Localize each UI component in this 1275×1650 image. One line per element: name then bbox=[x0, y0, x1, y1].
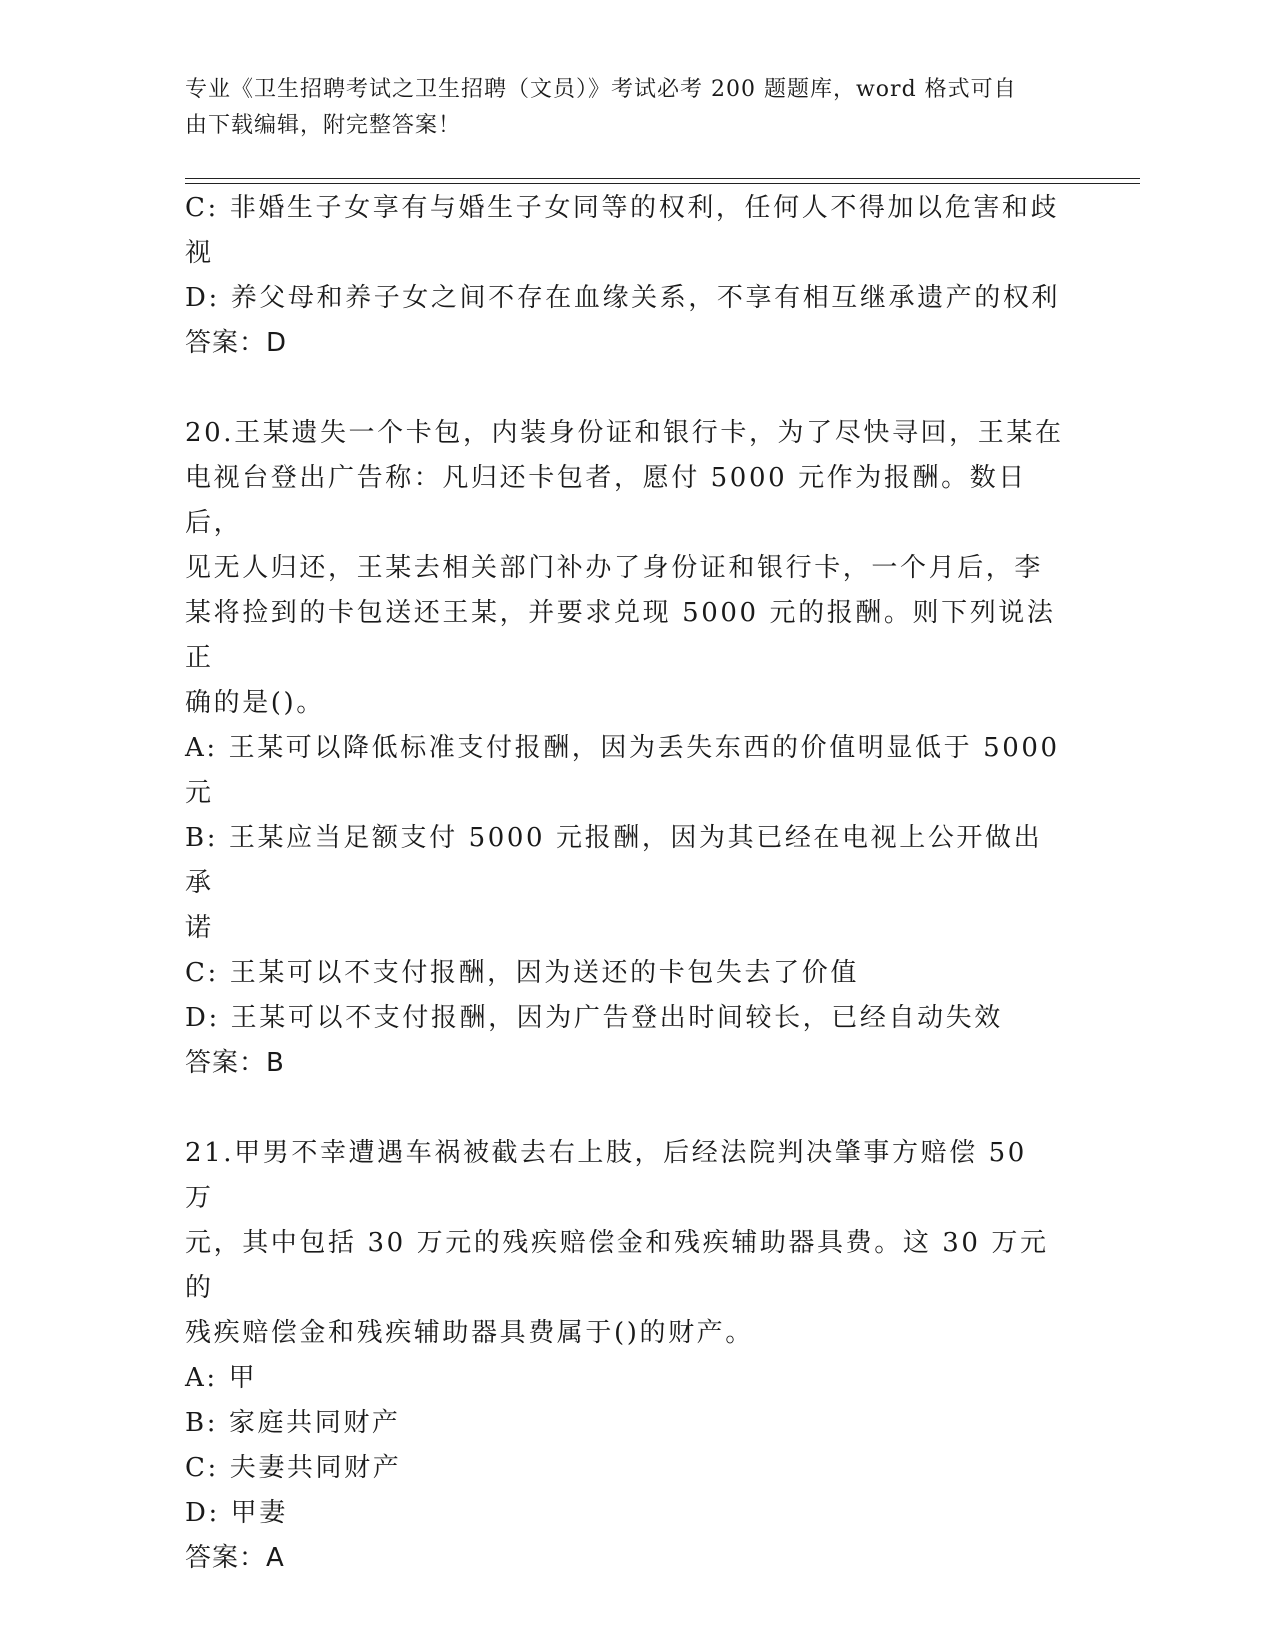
header-line-2: 由下载编辑，附完整答案！ bbox=[185, 113, 462, 138]
option-a bbox=[185, 726, 1065, 816]
header-divider-bottom bbox=[185, 183, 1140, 184]
answer-line: 答案：A bbox=[185, 1543, 285, 1573]
stem-line: 20.王某遗失一个卡包，内装身份证和银行卡，为了尽快寻回，王某在 bbox=[185, 418, 1064, 448]
option-line: B: 王某应当足额支付 5000 元报酬，因为其已经在电视上公开做出承 bbox=[185, 823, 1043, 898]
header-divider-top bbox=[185, 178, 1140, 179]
option-line: 元 bbox=[185, 778, 214, 808]
question-20 bbox=[185, 411, 1065, 1086]
stem-line: 某将捡到的卡包送还王某，并要求兑现 5000 元的报酬。则下列说法正 bbox=[185, 598, 1056, 673]
option-d bbox=[185, 996, 1065, 1041]
option-text: 养父母和养子女之间不存在血缘关系，不享有相互继承遗产的权利 bbox=[230, 283, 1061, 313]
stem-line: 见无人归还，王某去相关部门补办了身份证和银行卡，一个月后，李 bbox=[185, 553, 1044, 583]
option-c bbox=[185, 1446, 1065, 1491]
option-line: A: 王某可以降低标准支付报酬，因为丢失东西的价值明显低于 5000 bbox=[185, 733, 1060, 763]
answer-line: 答案：D bbox=[185, 328, 288, 358]
option-c bbox=[185, 951, 1065, 996]
header-line-1: 专业《卫生招聘考试之卫生招聘（文员）》考试必考 200 题题库，word 格式可自 bbox=[185, 77, 1017, 102]
stem-line: 确的是()。 bbox=[185, 688, 325, 718]
option-label: C: bbox=[185, 193, 219, 223]
option-line: B: 家庭共同财产 bbox=[185, 1408, 401, 1438]
stem-line: 元，其中包括 30 万元的残疾赔偿金和残疾辅助器具费。这 30 万元的 bbox=[185, 1228, 1049, 1303]
option-line: 诺 bbox=[185, 913, 214, 943]
document-header bbox=[185, 72, 1065, 144]
option-c-continued: 视 bbox=[185, 238, 214, 268]
option-line: C: 夫妻共同财产 bbox=[185, 1453, 402, 1483]
option-b bbox=[185, 1401, 1065, 1446]
option-text: 非婚生子女享有与婚生子女同等的权利，任何人不得加以危害和歧 bbox=[229, 193, 1060, 223]
option-line: C: 王某可以不支付报酬，因为送还的卡包失去了价值 bbox=[185, 958, 859, 988]
option-a bbox=[185, 1356, 1065, 1401]
option-line: A: 甲 bbox=[185, 1363, 258, 1393]
question-stem bbox=[185, 1131, 1065, 1356]
question-stem bbox=[185, 411, 1065, 726]
option-c bbox=[185, 186, 1065, 231]
question-19-continued bbox=[185, 186, 1065, 366]
option-line: D: 王某可以不支付报酬，因为广告登出时间较长，已经自动失效 bbox=[185, 1003, 1003, 1033]
stem-line: 21.甲男不幸遭遇车祸被截去右上肢，后经法院判决肇事方赔偿 50 万 bbox=[185, 1138, 1027, 1213]
stem-line: 电视台登出广告称：凡归还卡包者，愿付 5000 元作为报酬。数日后， bbox=[185, 463, 1027, 538]
spacer bbox=[185, 1086, 1065, 1131]
option-d bbox=[185, 1491, 1065, 1536]
option-line: D: 甲妻 bbox=[185, 1498, 288, 1528]
stem-line: 残疾赔偿金和残疾辅助器具费属于()的财产。 bbox=[185, 1318, 754, 1348]
option-b bbox=[185, 816, 1065, 951]
question-21 bbox=[185, 1131, 1065, 1581]
spacer bbox=[185, 366, 1065, 411]
document-body bbox=[185, 186, 1065, 1581]
answer-line: 答案：B bbox=[185, 1048, 285, 1078]
option-label: D: bbox=[185, 283, 220, 313]
option-d bbox=[185, 276, 1065, 321]
